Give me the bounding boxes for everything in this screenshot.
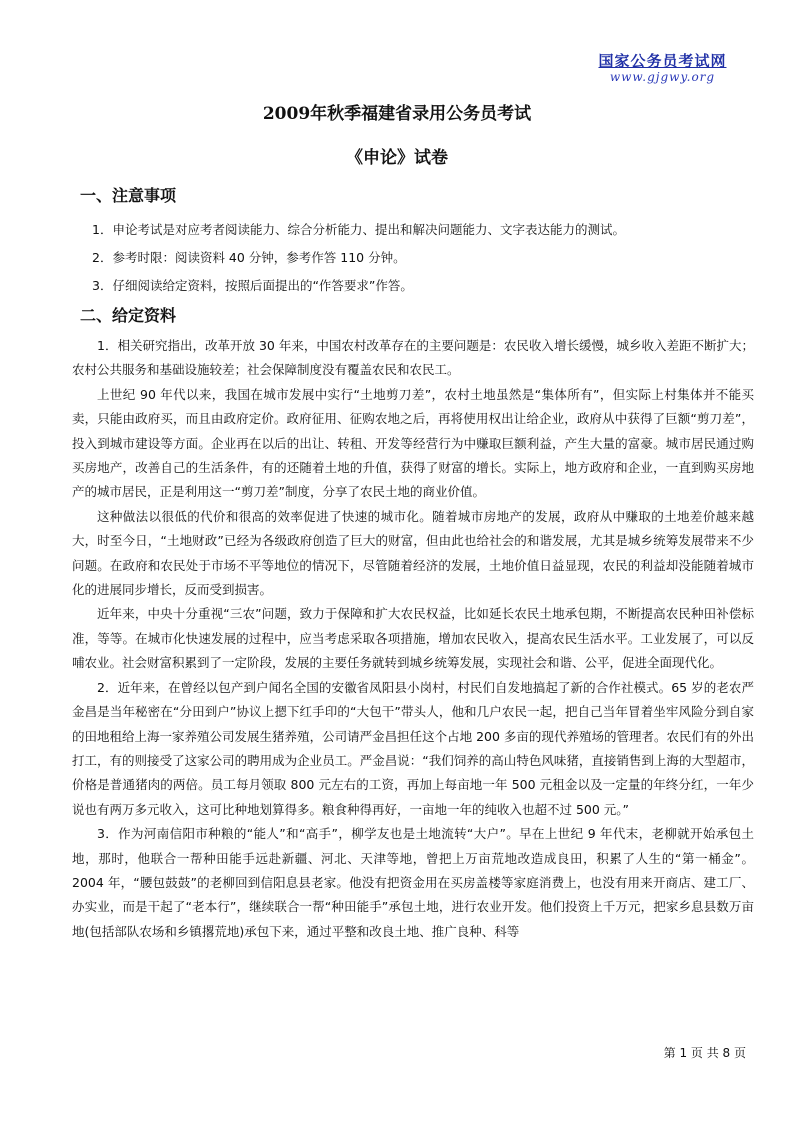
document-title: 2009年秋季福建省录用公务员考试 [262,104,532,124]
section-heading-materials: 二、给定资料 [80,306,177,325]
section-heading-notes: 一、注意事项 [80,186,177,205]
material-paragraph: 这种做法以很低的代价和很高的效率促进了快速的城市化。随着城市房地产的发展，政府从中赚取的土地差价越来越大，时至今日，“土地财政”已经为各级政府创造了巨大的财富，但由此也给社会的和谐发展，尤其是城乡统筹发展带来不少问题。在政府和农民处于市场不平等地位的情况下，尽管随着经济的发展，土地价值日益显现，农民的利益却没能随着城市化的进展同步增长，反而受到损害。 [72,508,754,598]
material-paragraph: 近年来，中央十分重视“三农”问题，致力于保障和扩大农民权益，比如延长农民土地承包期，不断提高农民种田补偿标准，等等。在城市化快速发展的过程中，应当考虑采取各项措施，增加农民收入，提高农民生活水平。工业发展了，可以反哺农业。社会财富积累到了一定阶段，发展的主要任务就转到城乡统筹发展，实现社会和谐、公平，促进全面现代化。 [72,606,754,671]
notes-item: 1．申论考试是对应考者阅读能力、综合分析能力、提出和解决问题能力、文字表达能力的测试。 [92,222,625,237]
notes-item: 2．参考时限：阅读资料 40 分钟，参考作答 110 分钟。 [92,250,406,265]
site-logo[interactable] [575,52,750,84]
page-footer: 第 1 页 共 8 页 [663,1046,746,1060]
document-subtitle: 《申论》试卷 [346,148,448,168]
material-paragraph: 3．作为河南信阳市种粮的“能人”和“高手”，柳学友也是土地流转“大户”。早在上世纪 9 年代末，老柳就开始承包土地，那时，他联合一帮种田能手远赴新疆、河北、天津等地，曾把上万亩荒地改造成良田，积累了人生的“第一桶金”。2004 年，“腰包鼓鼓”的老柳回到信阳息县老家。他没有把资金用在买房盖楼等家庭消费上，也没有用来开商店、建工厂、办实业，而是干起了“老本行”，继续联合一帮“种田能手”承包土地，进行农业开发。他们投资上千万元，把家乡息县数万亩地(包括部队农场和乡镇撂荒地)承包下来，通过平整和改良土地、推广良种、科等 [72,826,754,939]
logo-name: 国家公务员考试网 [598,52,727,70]
material-paragraph: 1．相关研究指出，改革开放 30 年来，中国农村改革存在的主要问题是：农民收入增长缓慢，城乡收入差距不断扩大；农村公共服务和基础设施较差；社会保障制度没有覆盖农民和农民工。 [72,338,754,378]
notes-item: 3．仔细阅读给定资料，按照后面提出的“作答要求”作答。 [92,278,413,293]
notes-list [72,216,752,300]
materials-body [72,334,754,944]
logo-url: www.gjgwy.org [609,70,716,84]
material-paragraph: 2．近年来，在曾经以包产到户闻名全国的安徽省凤阳县小岗村，村民们自发地搞起了新的合作社模式。65 岁的老农严金昌是当年秘密在“分田到户”协议上摁下红手印的“大包干”带头人，他和几户农民一起，把自己当年冒着坐牢风险分到自家的田地租给上海一家养殖公司发展生猪养殖，公司请严金昌担任这个占地 200 多亩的现代养殖场的管理者。农民们有的外出打工，有的则接受了这家公司的聘用成为企业员工。严金昌说：“我们饲养的高山特色风味猪，直接销售到上海的大型超市，价格是普通猪肉的两倍。员工每月领取 800 元左右的工资，再加上每亩地一年 500 元租金以及一定量的年终分红，一年少说也有两万多元收入，这可比种地划算得多。粮食种得再好，一亩地一年的纯收入也超不过 500 元。” [72,679,754,817]
material-paragraph: 上世纪 90 年代以来，我国在城市发展中实行“土地剪刀差”，农村土地虽然是“集体所有”，但实际上村集体并不能买卖，只能由政府买，而且由政府定价。政府征用、征购农地之后，再将使用权出让给企业，政府从中获得了巨额“剪刀差”，投入到城市建设等方面。企业再在以后的出让、转租、开发等经营行为中赚取巨额利益，产生大量的富豪。城市居民通过购买房地产，改善自己的生活条件，有的还随着土地的升值，获得了财富的增长。实际上，地方政府和企业，一直到购买房地产的城市居民，正是利用这一“剪刀差”制度，分享了农民土地的商业价值。 [72,386,754,500]
